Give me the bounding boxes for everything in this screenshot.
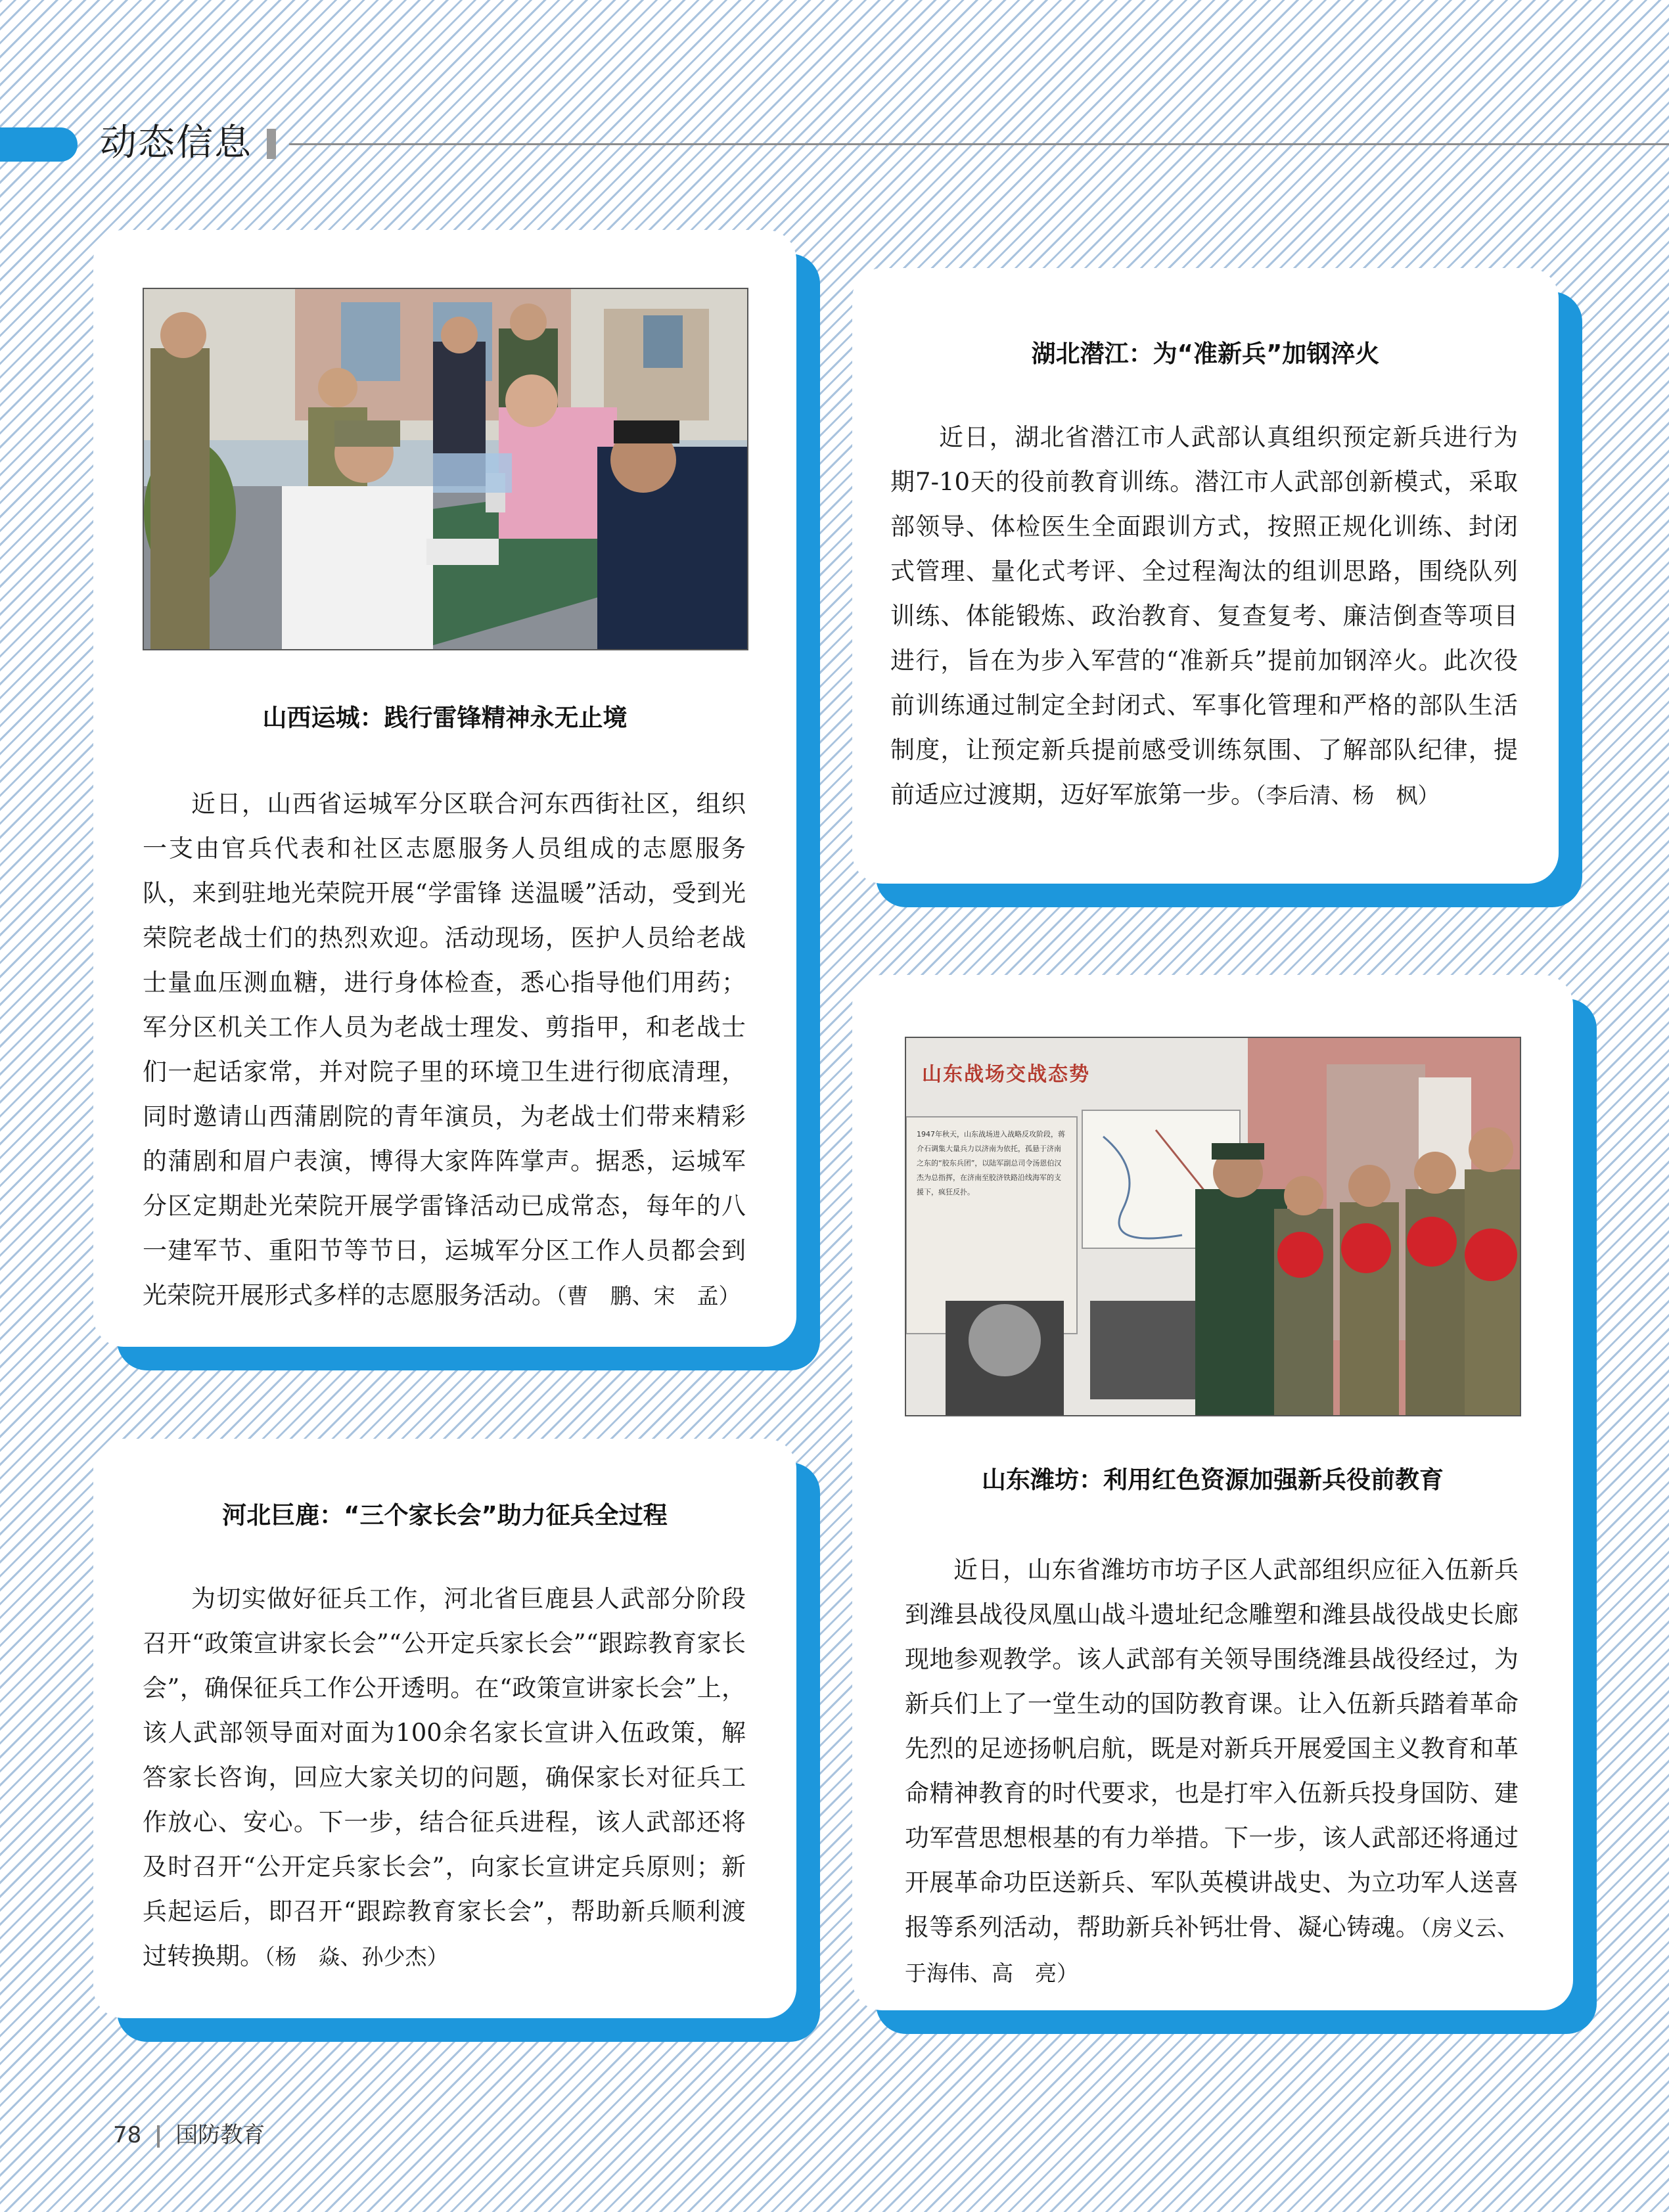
card-panel (93, 230, 796, 1347)
article-body-hebei (143, 1577, 746, 1979)
article-body-shandong (905, 1548, 1519, 1996)
footer-separator (157, 2125, 160, 2148)
article-body-hubei (890, 415, 1518, 818)
byline-shandong: （房义云、于海伟、高 亮） (905, 1915, 1519, 1986)
section-header (0, 117, 1669, 169)
photo-shanxi-illustration (144, 289, 747, 649)
card-panel (852, 975, 1573, 2010)
article-card-shandong (852, 975, 1573, 2010)
photo-sign-text: 山东战场交战态势 (922, 1063, 1090, 1086)
article-text-shanxi: 近日，山西省运城军分区联合河东西街社区，组织一支由官兵代表和社区志愿服务人员组成的志愿服务队，来到驻地光荣院开展“学雷锋 送温暖”活动，受到光荣院老战士们的热烈欢迎。活动现场，医护人员给老战士量血压测血糖，进行身体检查，悉心指导他们用药；军分区机关工作人员为老战士理发、剪指甲，和老战士们一起话家常，并对院子里的环境卫生进行彻底清理，同时邀请山西蒲剧院的青年演员，为老战士们带来精彩的蒲剧和眉户表演，博得大家阵阵掌声。据悉，运城军分区定期赴光荣院开展学雷锋活动已成常态，每年的八一建军节、重阳节等节日，运城军分区工作人员都会到光荣院开展形式多样的志愿服务活动。 (143, 790, 746, 1309)
article-text-hebei: 为切实做好征兵工作，河北省巨鹿县人武部分阶段召开“政策宣讲家长会”“公开定兵家长会”“跟踪教育家长会”，确保征兵工作公开透明。在“政策宣讲家长会”上，该人武部领导面对面为100余名家长宣讲入伍政策，解答家长咨询，回应大家关切的问题，确保家长对征兵工作放心、安心。下一步，结合征兵进程，该人武部还将及时召开“公开定兵家长会”，向家长宣讲定兵原则；新兵起运后，即召开“跟踪教育家长会”，帮助新兵顺利渡过转换期。 (143, 1585, 746, 1970)
article-photo-shandong (905, 1037, 1521, 1416)
header-bar (267, 129, 276, 159)
photo-panel-text: 1947年秋天，山东战场进入战略反攻阶段，蒋介石调集大量兵力以济南为依托，孤悬于济南之东的“胶东兵团”，以陆军副总司令汤恩伯汉杰为总指挥，在济南至胶济铁路沿线海军的支援下，疯狂反扑。 (917, 1130, 1065, 1196)
article-title-hebei: 河北巨鹿：“三个家长会”助力征兵全过程 (222, 1501, 668, 1529)
header-rule (289, 143, 1669, 145)
article-title-shandong: 山东潍坊：利用红色资源加强新兵役前教育 (982, 1466, 1444, 1494)
article-text-hubei: 近日，湖北省潜江市人武部认真组织预定新兵进行为期7-10天的役前教育训练。潜江市人武部创新模式，采取部领导、体检医生全面跟训方式，按照正规化训练、封闭式管理、量化式考评、全过程淘汰的组训思路，围绕队列训练、体能锻炼、政治教育、复查复考、廉洁倒查等项目进行，旨在为步入军营的“准新兵”提前加钢淬火。此次役前训练通过制定全封闭式、军事化管理和严格的部队生活制度，让预定新兵提前感受训练氛围、了解部队纪律，提前适应过渡期，迈好军旅第一步。 (890, 423, 1518, 809)
article-body-shanxi (143, 782, 746, 1319)
article-card-hubei (852, 268, 1559, 884)
card-panel (93, 1439, 796, 2018)
byline-hubei: （李后清、杨 枫） (1255, 782, 1440, 808)
article-card-shanxi (93, 230, 796, 1347)
card-panel (852, 268, 1559, 884)
article-card-hebei (93, 1439, 796, 2018)
byline-shanxi: （曹 鹏、宋 孟） (556, 1283, 741, 1309)
article-title-hubei: 湖北潜江：为“准新兵”加钢淬火 (1031, 340, 1380, 368)
magazine-name: 国防教育 (175, 2122, 265, 2148)
page-number: 78 (113, 2122, 142, 2148)
header-accent-pill (0, 127, 78, 162)
page-footer (113, 2117, 265, 2149)
article-title-shanxi: 山西运城：践行雷锋精神永无止境 (262, 704, 628, 732)
byline-hebei: （杨 焱、孙少杰） (264, 1944, 449, 1970)
article-photo-shanxi (143, 288, 748, 650)
section-title: 动态信息 (100, 122, 252, 164)
article-text-shandong: 近日，山东省潍坊市坊子区人武部组织应征入伍新兵到潍县战役凤凰山战斗遗址纪念雕塑和潍县战役战史长廊现地参观教学。该人武部有关领导围绕潍县战役经过，为新兵们上了一堂生动的国防教育课。让入伍新兵踏着革命先烈的足迹扬帆启航，既是对新兵开展爱国主义教育和革命精神教育的时代要求，也是打牢入伍新兵投身国防、建功军营思想根基的有力举措。下一步，该人武部还将通过开展革命功臣送新兵、军队英模讲战史、为立功军人送喜报等系列活动，帮助新兵补钙壮骨、凝心铸魂。 (905, 1556, 1519, 1941)
